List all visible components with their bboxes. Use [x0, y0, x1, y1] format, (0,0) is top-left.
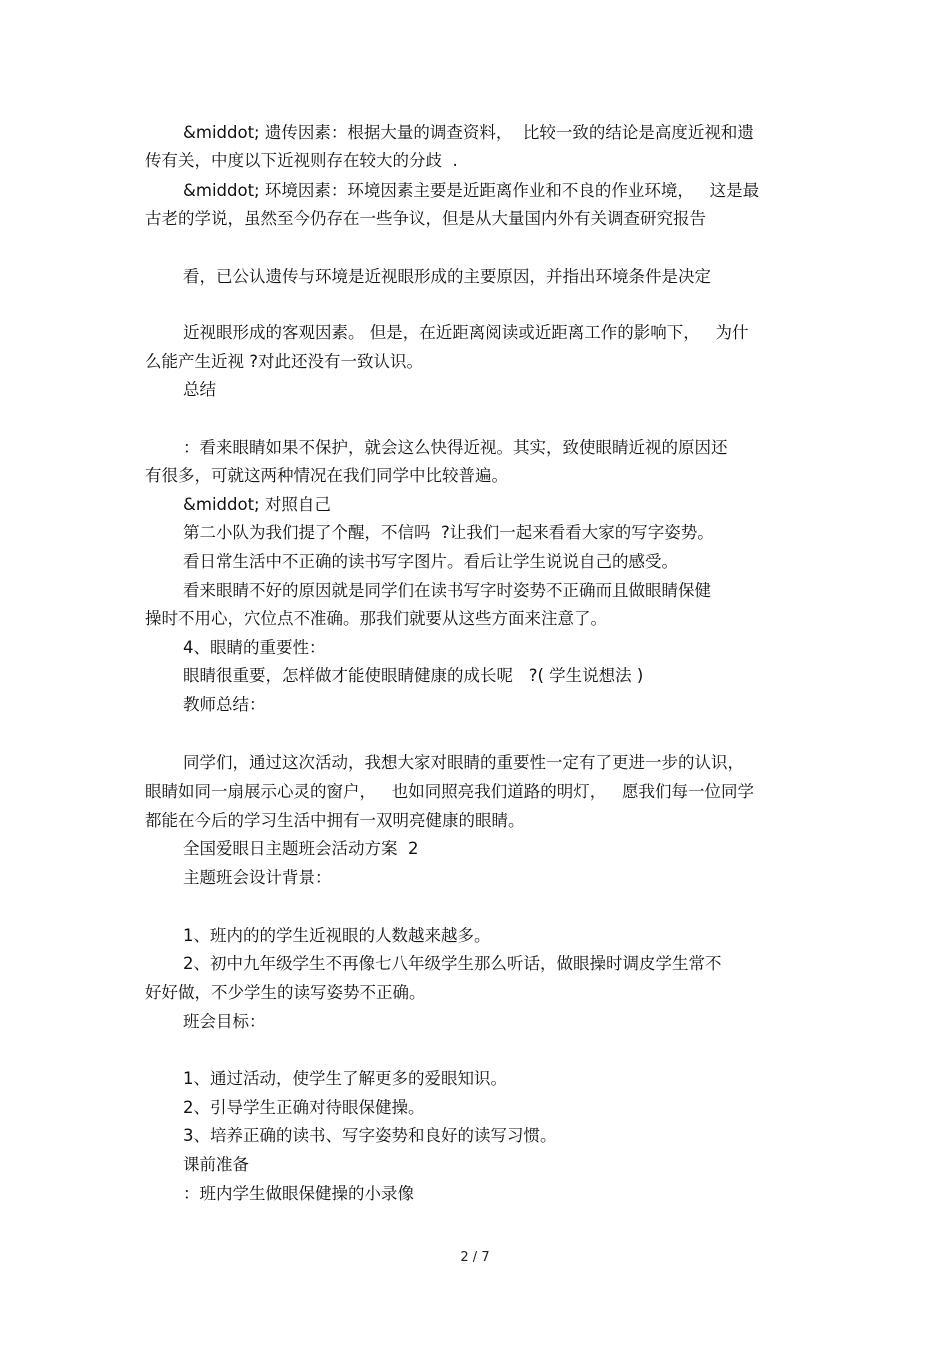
section-heading: 班会目标： — [183, 1012, 266, 1031]
paragraph-line: 看，已公认遗传与环境是近视眼形成的主要原因，并指出环境条件是决定 — [183, 267, 711, 286]
paragraph-line: &middot; 对照自己 — [183, 495, 331, 514]
section-heading: 课前准备 — [183, 1155, 249, 1174]
list-item: 1、班内的的学生近视眼的人数越来越多。 — [183, 926, 491, 945]
section-heading: 全国爱眼日主题班会活动方案 2 — [183, 839, 419, 858]
section-heading: 教师总结： — [183, 695, 266, 714]
paragraph-line: 传有关，中度以下近视则存在较大的分歧 . — [145, 151, 458, 170]
paragraph-line: 有很多，可就这两种情况在我们同学中比较普遍。 — [145, 466, 508, 485]
paragraph-line: 好好做，不少学生的读写姿势不正确。 — [145, 983, 426, 1002]
paragraph-line: 近视眼形成的客观因素。 但是，在近距离阅读或近距离工作的影响下， 为什 — [183, 323, 749, 342]
paragraph-line: &middot; 环境因素：环境因素主要是近距离作业和不良的作业环境， 这是最 — [183, 181, 760, 200]
paragraph-line: 同学们，通过这次活动，我想大家对眼睛的重要性一定有了更进一步的认识， — [183, 753, 744, 772]
paragraph-line: 看日常生活中不正确的读书写字图片。看后让学生说说自己的感受。 — [183, 552, 678, 571]
paragraph-line: ：看来眼睛如果不保护，就会这么快得近视。其实，致使眼睛近视的原因还 — [183, 438, 728, 457]
paragraph-line: &middot; 遗传因素：根据大量的调查资料， 比较一致的结论是高度近视和遗 — [183, 123, 754, 142]
list-item: 1、通过活动，使学生了解更多的爱眼知识。 — [183, 1069, 507, 1088]
paragraph-line: 看来眼睛不好的原因就是同学们在读书写字时姿势不正确而且做眼睛保健 — [183, 581, 711, 600]
paragraph-line: 操时不用心，穴位点不准确。那我们就要从这些方面来注意了。 — [145, 609, 607, 628]
list-item: 2、初中九年级学生不再像七八年级学生那么听话，做眼操时调皮学生常不 — [183, 954, 722, 973]
paragraph-line: 古老的学说，虽然至今仍存在一些争议，但是从大量国内外有关调查研究报告 — [145, 209, 706, 228]
paragraph-line: 都能在今后的学习生活中拥有一双明亮健康的眼睛。 — [145, 811, 525, 830]
paragraph-line: ：班内学生做眼保健操的小录像 — [183, 1184, 414, 1203]
section-heading: 主题班会设计背景： — [183, 868, 332, 887]
list-item: 3、培养正确的读书、写字姿势和良好的读写习惯。 — [183, 1126, 557, 1145]
paragraph-line: 眼睛很重要，怎样做才能使眼睛健康的成长呢 ?( 学生说想法 ) — [183, 666, 644, 685]
paragraph-line: 第二小队为我们提了个醒，不信吗 ?让我们一起来看看大家的写字姿势。 — [183, 523, 714, 542]
list-item: 2、引导学生正确对待眼保健操。 — [183, 1098, 425, 1117]
paragraph-line: 么能产生近视 ?对此还没有一致认识。 — [145, 352, 424, 371]
section-heading: 4、眼睛的重要性： — [183, 638, 326, 657]
section-heading: 总结 — [183, 380, 216, 399]
paragraph-line: 眼睛如同一扇展示心灵的窗户， 也如同照亮我们道路的明灯， 愿我们每一位同学 — [145, 782, 754, 801]
page-number: 2 / 7 — [460, 1250, 490, 1265]
